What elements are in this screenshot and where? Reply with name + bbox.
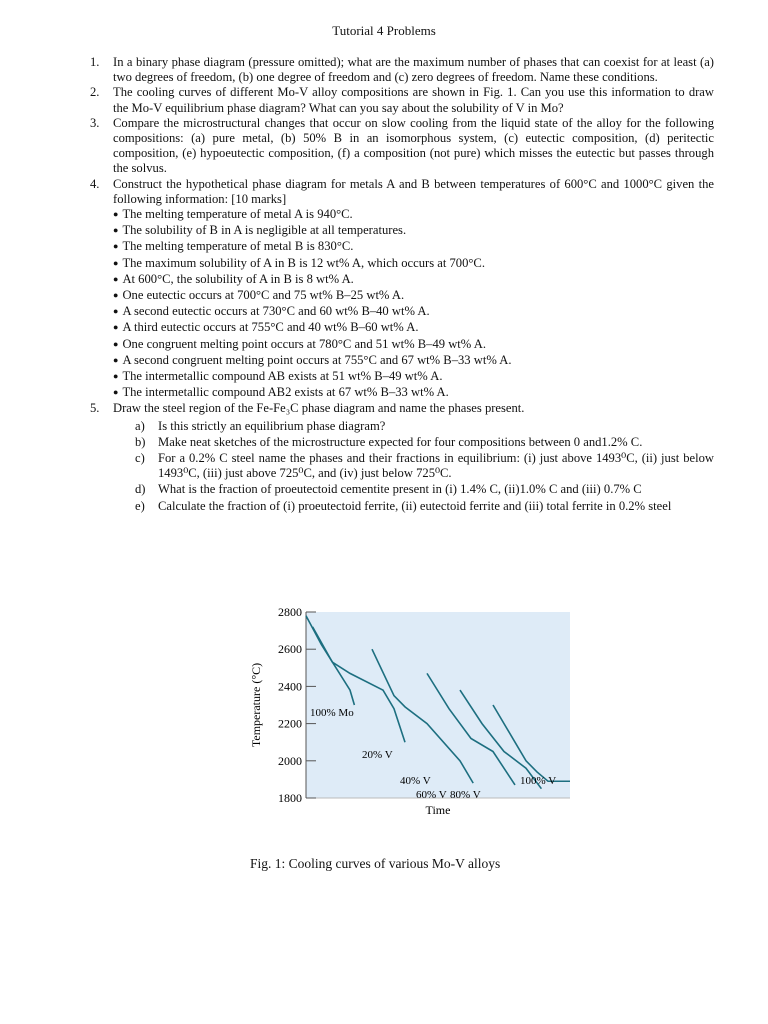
sub-question-text: Make neat sketches of the microstructure expected for four compositions between 0 and1.2% C. bbox=[158, 434, 643, 449]
x-axis-label: Time bbox=[425, 803, 451, 817]
sub-question-label: d) bbox=[135, 482, 146, 497]
question-5 bbox=[90, 401, 714, 514]
cooling-curves-chart bbox=[240, 600, 580, 825]
page-title: Tutorial 4 Problems bbox=[332, 23, 436, 38]
sub-question-list bbox=[135, 419, 714, 514]
curve-label: 80% V bbox=[450, 789, 481, 801]
question-1 bbox=[90, 55, 714, 85]
bullet-list bbox=[113, 207, 714, 401]
sub-question-text: Calculate the fraction of (i) proeutectoid ferrite, (ii) eutectoid ferrite and (iii) total ferrite in 0.2% steel bbox=[158, 498, 672, 513]
y-tick-label: 2800 bbox=[278, 605, 302, 619]
bullet-item: ● A second eutectic occurs at 730°C and 60 wt% B–40 wt% A. bbox=[113, 304, 714, 320]
sub-question-text: For a 0.2% C steel name the phases and their fractions in equilibrium: (i) just above 1493⁰C, (ii) just below 1493⁰C, (iii) just above 725⁰C, and (iv) just below 725⁰C. bbox=[158, 451, 714, 481]
bullet-item: ● The intermetallic compound AB exists at 51 wt% B–49 wt% A. bbox=[113, 369, 714, 385]
sub-question bbox=[135, 482, 714, 497]
question-text: The cooling curves of different Mo-V alloy compositions are shown in Fig. 1. Can you use this information to draw the Mo-V equilibrium phase diagram? What can you say about the solubility of V in Mo? bbox=[113, 85, 714, 115]
bullet-item: ● One eutectic occurs at 700°C and 75 wt% B–25 wt% A. bbox=[113, 288, 714, 304]
bullet-item: ● A third eutectic occurs at 755°C and 40 wt% B–60 wt% A. bbox=[113, 320, 714, 336]
sub-question bbox=[135, 419, 714, 434]
bullet-item: ● A second congruent melting point occurs at 755°C and 67 wt% B–33 wt% A. bbox=[113, 353, 714, 369]
bullet-item: ● One congruent melting point occurs at 780°C and 51 wt% B–49 wt% A. bbox=[113, 337, 714, 353]
bullet-item: ● The melting temperature of metal A is 940°C. bbox=[113, 207, 714, 223]
bullet-item: ● The maximum solubility of A in B is 12 wt% A, which occurs at 700°C. bbox=[113, 256, 714, 272]
y-tick-label: 2600 bbox=[278, 642, 302, 657]
plot-area bbox=[306, 612, 570, 798]
y-axis-label: Temperature (°C) bbox=[249, 662, 263, 748]
bullet-item: ● The solubility of B in A is negligible at all temperatures. bbox=[113, 223, 714, 239]
question-list bbox=[90, 55, 714, 515]
sub-question bbox=[135, 435, 714, 450]
question-2 bbox=[90, 85, 714, 115]
question-text: Construct the hypothetical phase diagram for metals A and B between temperatures of 600°C and 1000°C given the following information: [10 marks] bbox=[113, 176, 714, 206]
question-text: Compare the microstructural changes that occur on slow cooling from the liquid state of the alloy for the following compositions: (a) pure metal, (b) 50% B in an isomorphous system, (c) eutectic composition, (d) peritectic composition, (e) hypoeutectic composition, (f) a composition (not pure) which misses the eutectic but passes through the solvus. bbox=[113, 115, 714, 176]
question-3 bbox=[90, 116, 714, 177]
y-tick-label: 2400 bbox=[278, 679, 302, 694]
curve-label: 20% V bbox=[362, 749, 393, 761]
sub-question-text: Is this strictly an equilibrium phase diagram? bbox=[158, 418, 386, 433]
sub-question-label: a) bbox=[135, 418, 145, 433]
question-4 bbox=[90, 177, 714, 402]
sub-question-label: e) bbox=[135, 498, 145, 513]
bullet-item: ● At 600°C, the solubility of A in B is 8 wt% A. bbox=[113, 272, 714, 288]
bullet-item: ● The intermetallic compound AB2 exists at 67 wt% B–33 wt% A. bbox=[113, 385, 714, 401]
sub-question-label: b) bbox=[135, 434, 146, 449]
question-text: In a binary phase diagram (pressure omitted); what are the maximum number of phases that can coexist for at least (a) two degrees of freedom, (b) one degree of freedom and (c) zero degrees of freedom. Name these conditions. bbox=[113, 55, 714, 85]
sub-question-text: What is the fraction of proeutectoid cementite present in (i) 1.4% C, (ii)1.0% C and (iii) 0.7% C bbox=[158, 482, 642, 497]
curve-label: 40% V bbox=[400, 775, 431, 787]
bullet-item: ● The melting temperature of metal B is 830°C. bbox=[113, 239, 714, 255]
y-tick-label: 2000 bbox=[278, 753, 302, 768]
question-number: 4. bbox=[90, 176, 100, 191]
question-text: Draw the steel region of the Fe-Fe₃C phase diagram and name the phases present. bbox=[113, 401, 525, 416]
question-number: 5. bbox=[90, 401, 100, 416]
question-number: 2. bbox=[90, 85, 100, 100]
figure-caption: Fig. 1: Cooling curves of various Mo-V alloys bbox=[250, 856, 501, 871]
sub-question-label: c) bbox=[135, 451, 145, 466]
y-tick-label: 2200 bbox=[278, 716, 302, 731]
curve-label: 100% Mo bbox=[310, 707, 354, 719]
sub-question bbox=[135, 499, 714, 514]
y-tick-label: 1800 bbox=[278, 791, 302, 805]
question-number: 3. bbox=[90, 115, 100, 130]
curve-label: 100% V bbox=[520, 775, 557, 787]
curve-label: 60% V bbox=[416, 789, 447, 801]
sub-question bbox=[135, 451, 714, 481]
question-number: 1. bbox=[90, 55, 100, 69]
